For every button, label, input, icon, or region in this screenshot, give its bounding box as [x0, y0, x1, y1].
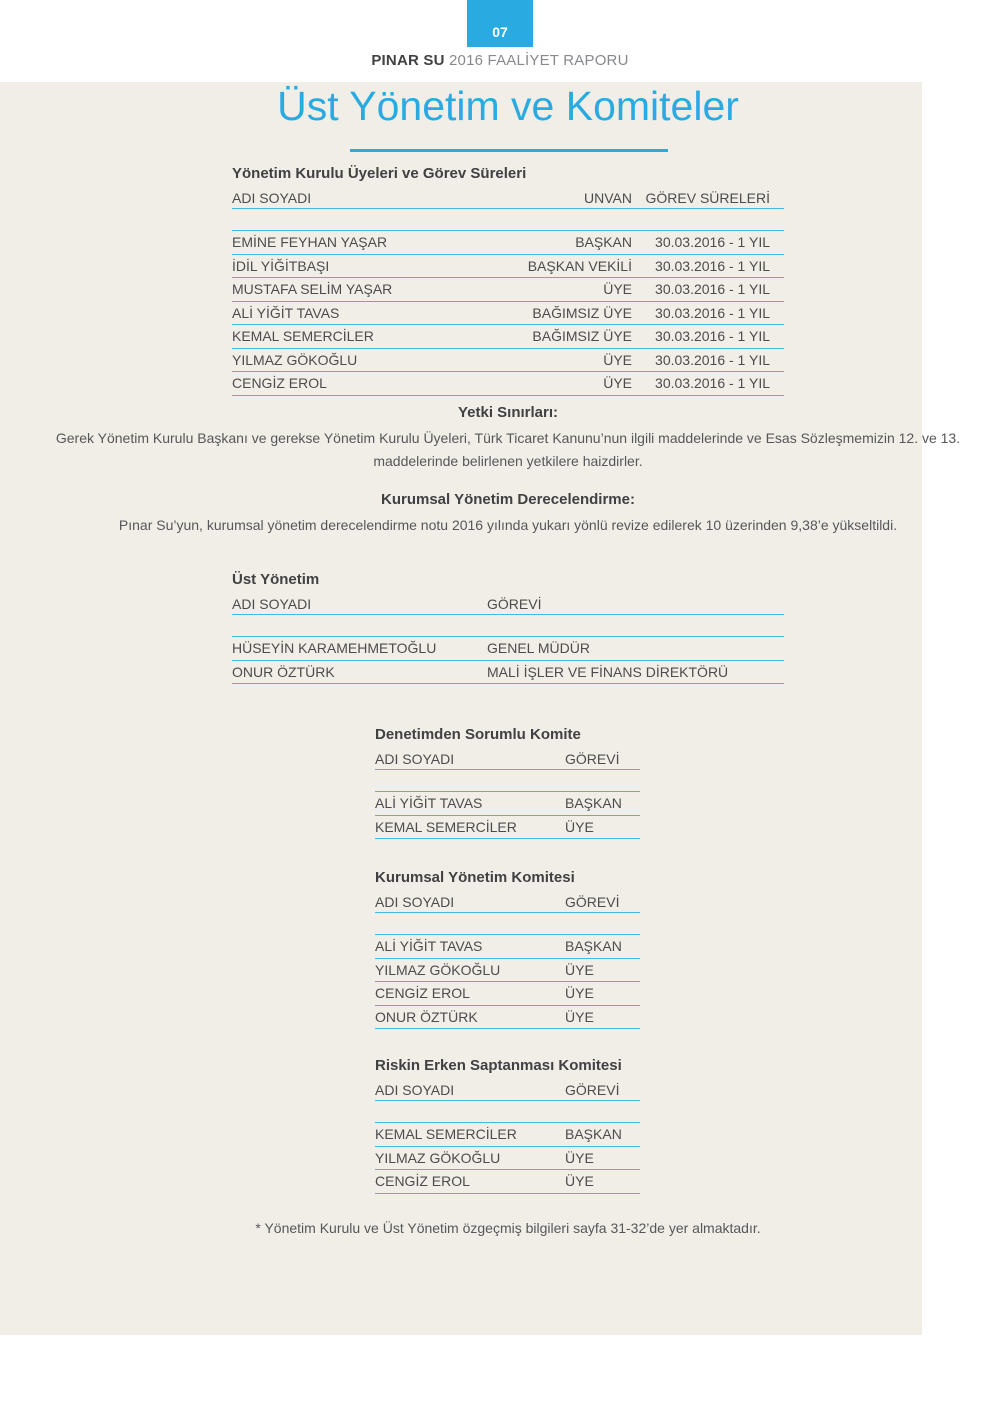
table-row [375, 1005, 640, 1029]
table-row [232, 636, 784, 660]
member-title: BAŞKAN VEKİLİ [527, 257, 632, 274]
member-name: CENGİZ EROL [232, 375, 327, 391]
table-row [232, 301, 784, 325]
table-spacer [375, 1101, 640, 1122]
committee-member-role: ÜYE [565, 1008, 594, 1025]
committee-member-name: KEMAL SEMERCİLER [375, 818, 517, 835]
authority-section [48, 404, 968, 473]
table-row [232, 230, 784, 254]
table-row [232, 348, 784, 372]
table-spacer [232, 615, 784, 636]
committee-member-name: ALİ YİĞİT TAVAS [375, 938, 483, 954]
page-number-tab [467, 0, 533, 47]
committee-title: Kurumsal Yönetim Komitesi [375, 869, 575, 886]
table-row [375, 958, 640, 982]
committee-member-name: ALİ YİĞİT TAVAS [375, 795, 483, 811]
table-row [232, 324, 784, 348]
management-table-title: Üst Yönetim [232, 571, 320, 588]
committee-table-body [375, 1122, 640, 1194]
committee-title: Riskin Erken Saptanması Komitesi [375, 1057, 622, 1074]
committee-member-name: YILMAZ GÖKOĞLU [375, 1149, 501, 1166]
table-spacer [375, 913, 640, 934]
member-term: 30.03.2016 - 1 YIL [655, 375, 770, 391]
committee-member-role: ÜYE [565, 961, 594, 978]
table-row [375, 815, 640, 839]
authority-body: Gerek Yönetim Kurulu Başkanı ve gerekse Yönetim Kurulu Üyeleri, Türk Ticaret Kanunu’nun ilgili maddelerinde ve Esas Sözleşmemizin 12. ve 13. maddelerinde belirlenen yetkilere haizdirler. [55, 430, 961, 469]
member-title: ÜYE [603, 375, 632, 391]
member-name: MUSTAFA SELİM YAŞAR [232, 281, 393, 297]
member-title: BAŞKAN [575, 234, 632, 250]
column-header-name: ADI SOYADI [375, 1082, 455, 1098]
member-title: BAĞIMSIZ ÜYE [532, 328, 632, 344]
committee-table-header [375, 893, 640, 913]
member-name: KEMAL SEMERCİLER [232, 328, 374, 344]
member-term: 30.03.2016 - 1 YIL [655, 328, 770, 344]
table-spacer [375, 770, 640, 791]
member-title: BAĞIMSIZ ÜYE [532, 304, 632, 321]
column-header-name: ADI SOYADI [375, 751, 455, 767]
table-row [232, 371, 784, 395]
table-row [232, 254, 784, 278]
committee-member-role: ÜYE [565, 818, 594, 835]
page-title: Üst Yönetim ve Komiteler [277, 83, 739, 129]
committee-member-name: ONUR ÖZTÜRK [375, 1008, 478, 1025]
title-underline [350, 149, 668, 152]
authority-heading: Yetki Sınırları: [457, 404, 559, 421]
board-table-body [232, 230, 784, 396]
management-table-body [232, 636, 784, 684]
board-table-title: Yönetim Kurulu Üyeleri ve Görev Süreleri [232, 165, 527, 182]
footnote: * Yönetim Kurulu ve Üst Yönetim özgeçmiş bilgileri sayfa 31-32’de yer almaktadır. [255, 1220, 761, 1236]
table-row [375, 981, 640, 1005]
management-table [232, 571, 784, 684]
rating-section [48, 491, 968, 537]
governance-committee-table [375, 869, 640, 1029]
committee-member-role: BAŞKAN [565, 938, 622, 954]
page-number: 07 [492, 24, 508, 40]
committee-member-role: BAŞKAN [565, 1126, 622, 1142]
committee-member-name: CENGİZ EROL [375, 1173, 470, 1189]
committee-member-role: ÜYE [565, 985, 594, 1001]
table-row [232, 277, 784, 301]
member-term: 30.03.2016 - 1 YIL [655, 304, 770, 321]
committee-table-body [375, 791, 640, 839]
member-term: 30.03.2016 - 1 YIL [655, 351, 770, 368]
table-row [375, 791, 640, 815]
committee-table-body [375, 934, 640, 1029]
committee-member-role: ÜYE [565, 1173, 594, 1189]
table-row [375, 1122, 640, 1146]
table-row [375, 1169, 640, 1193]
member-term: 30.03.2016 - 1 YIL [655, 281, 770, 297]
manager-role: GENEL MÜDÜR [487, 640, 590, 656]
management-table-header [232, 595, 784, 615]
table-row [375, 1146, 640, 1170]
committee-member-name: YILMAZ GÖKOĞLU [375, 961, 501, 978]
committee-member-name: KEMAL SEMERCİLER [375, 1126, 517, 1142]
table-row [375, 934, 640, 958]
column-header-role: GÖREVİ [487, 596, 542, 612]
manager-name: HÜSEYİN KARAMEHMETOĞLU [232, 640, 437, 656]
column-header-role: GÖREVİ [565, 894, 620, 910]
column-header-name: ADI SOYADI [375, 894, 455, 910]
rating-body: Pınar Su’yun, kurumsal yönetim derecelendirme notu 2016 yılında yukarı yönlü revize edilerek 10 üzerinden 9,38’e yükseltildi. [118, 517, 898, 533]
column-header-term: GÖREV SÜRELERİ [645, 190, 770, 206]
member-name: İDİL YİĞİTBAŞI [232, 257, 330, 274]
member-term: 30.03.2016 - 1 YIL [655, 257, 770, 274]
column-header-role: GÖREVİ [565, 751, 620, 767]
column-header-name: ADI SOYADI [232, 190, 312, 206]
column-header-role: GÖREVİ [565, 1082, 620, 1098]
audit-committee-table [375, 726, 640, 839]
board-table [232, 165, 784, 396]
member-name: ALİ YİĞİT TAVAS [232, 304, 340, 321]
manager-role: MALİ İŞLER VE FİNANS DİREKTÖRÜ [487, 663, 729, 680]
member-name: EMİNE FEYHAN YAŞAR [232, 234, 388, 250]
member-name: YILMAZ GÖKOĞLU [232, 351, 358, 368]
manager-name: ONUR ÖZTÜRK [232, 663, 335, 680]
committee-member-role: ÜYE [565, 1149, 594, 1166]
committee-title: Denetimden Sorumlu Komite [375, 726, 581, 743]
committee-member-role: BAŞKAN [565, 795, 622, 811]
member-title: ÜYE [603, 351, 632, 368]
rating-heading: Kurumsal Yönetim Derecelendirme: [381, 491, 635, 508]
column-header-name: ADI SOYADI [232, 596, 312, 612]
table-spacer [232, 209, 784, 230]
risk-committee-table [375, 1057, 640, 1194]
brand-name: PINAR SU [371, 52, 445, 69]
column-header-title: UNVAN [584, 190, 632, 206]
member-term: 30.03.2016 - 1 YIL [655, 234, 770, 250]
table-row [232, 660, 784, 684]
brand-subtitle: 2016 FAALİYET RAPORU [444, 52, 629, 69]
report-header [0, 52, 1000, 69]
member-title: ÜYE [603, 281, 632, 297]
committee-table-header [375, 750, 640, 770]
committee-member-name: CENGİZ EROL [375, 985, 470, 1001]
committee-table-header [375, 1081, 640, 1101]
board-table-header [232, 189, 784, 209]
